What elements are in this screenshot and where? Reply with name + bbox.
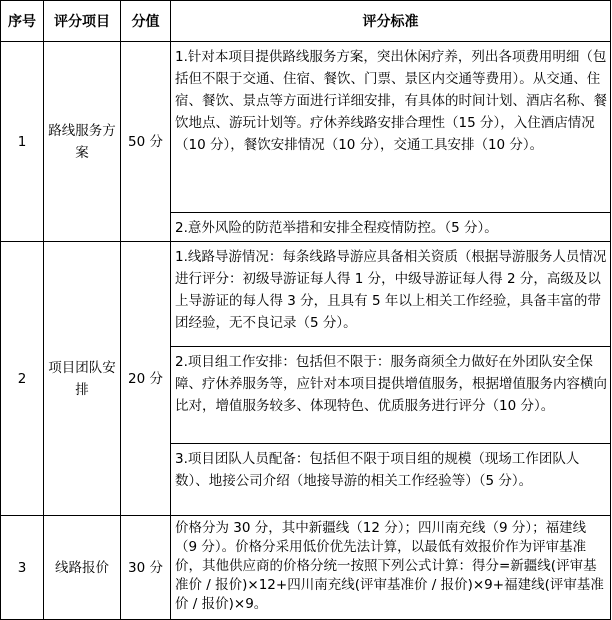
header-score: 分值 — [121, 1, 171, 42]
criteria-cell: 1.线路导游情况：每条线路导游应具备相关资质（根据导游服务人员情况进行评分：初级导游证每人得 1 分，中级导游证每人得 2 分，高级及以上导游证的每人得 3 分，且具有 5 年以上相关工作经验，具备丰富的带团经验，无不良记录（5 分）。 — [171, 242, 611, 347]
header-index: 序号 — [1, 1, 44, 42]
row-item: 路线服务方案 — [44, 42, 121, 242]
header-row — [1, 1, 611, 42]
header-criteria: 评分标准 — [171, 1, 611, 42]
table-row — [1, 242, 611, 347]
criteria-cell: 2.意外风险的防范举措和安排全程疫情防控。（5 分）。 — [171, 213, 611, 242]
table-row — [1, 42, 611, 213]
row-index: 3 — [1, 516, 44, 620]
criteria-cell: 3.项目团队人员配备：包括但不限于项目组的规模（现场工作团队人数）、地接公司介绍（地接导游的相关工作经验等）（5 分）。 — [171, 444, 611, 516]
row-index: 1 — [1, 42, 44, 242]
table-row — [1, 516, 611, 620]
row-item: 项目团队安排 — [44, 242, 121, 516]
row-item: 线路报价 — [44, 516, 121, 620]
criteria-cell: 价格分为 30 分，其中新疆线（12 分）；四川南充线（9 分）；福建线（9 分）。价格分采用低价优先法计算，以最低有效报价作为评审基准价，其他供应商的价格分统一按照下列公式计算：得分=新疆线(评审基准价 / 报价)×12+四川南充线(评审基准价 / 报价)×9+福建线(评审基准价 / 报价)×9。 — [171, 516, 611, 620]
row-score: 50 分 — [121, 42, 171, 242]
row-index: 2 — [1, 242, 44, 516]
header-item: 评分项目 — [44, 1, 121, 42]
criteria-cell: 2.项目组工作安排：包括但不限于：服务商须全力做好在外团队安全保障、疗休养服务等，应针对本项目提供增值服务，根据增值服务内容横向比对，增值服务较多、体现特色、优质服务进行评分（10 分）。 — [171, 347, 611, 444]
row-score: 30 分 — [121, 516, 171, 620]
criteria-cell: 1.针对本项目提供路线服务方案，突出休闲疗养，列出各项费用明细（包括但不限于交通、住宿、餐饮、门票、景区内交通等费用）。从交通、住宿、餐饮、景点等方面进行详细安排，有具体的时间计划、酒店名称、餐饮地点、游玩计划等。疗休养线路安排合理性（15 分），入住酒店情况（10 分），餐饮安排情况（10 分），交通工具安排（10 分）。 — [171, 42, 611, 213]
row-score: 20 分 — [121, 242, 171, 516]
